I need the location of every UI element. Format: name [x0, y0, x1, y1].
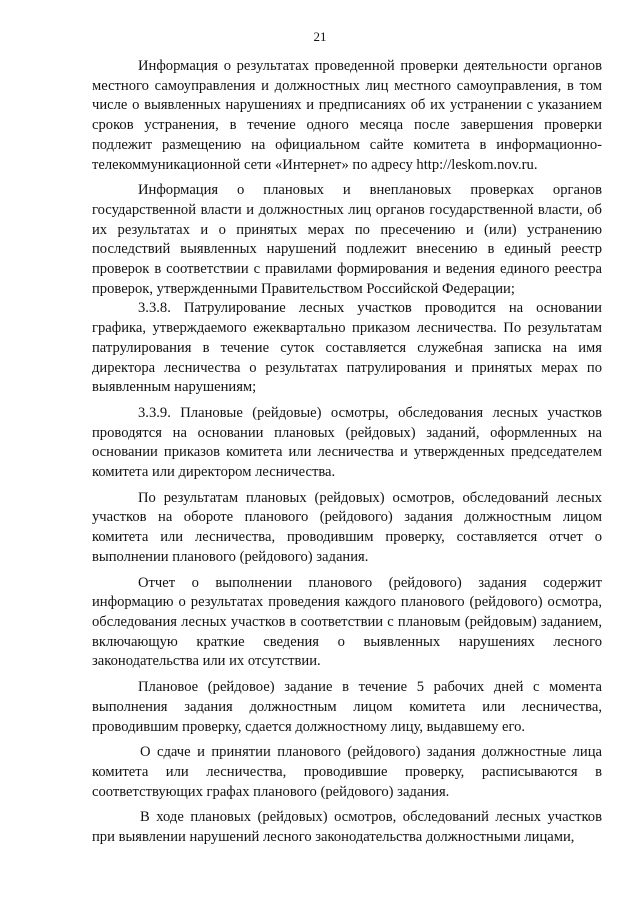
paragraph-3-3-9-raid-inspections: 3.3.9. Плановые (рейдовые) осмотры, обследования лесных участков проводятся на основании плановых (рейдовых) заданий, оформленных на основании приказов комитета или лесничества и утвержденных председателем комитета или директором лесничества. — [92, 404, 602, 481]
paragraph-report-contents: Отчет о выполнении планового (рейдового) задания содержит информацию о результатах проведения каждого планового (рейдового) осмотра, обследования лесных участков в соответствии с плановым (рейдовым) заданием, включающую краткие сведения о выявленных нарушениях лесного законодательства или их отсутствии. — [92, 574, 602, 670]
paragraph-3-3-8-patrolling: 3.3.8. Патрулирование лесных участков проводится на основании графика, утверждаемого ежеквартально приказом лесничества. По результатам патрулирования в течение суток составляется служебная записка на имя директора лесничества о результатах патрулирования и принятых мерах по выявленным нарушениям; — [92, 300, 602, 396]
paragraph-raid-report: По результатам плановых (рейдовых) осмотров, обследований лесных участков на обороте планового (рейдового) задания должностным лицом комитета или лесничества, проводившим проверку, составляется отчет о выполнении планового (рейдового) задания. — [92, 489, 602, 565]
page-number: 21 — [313, 29, 327, 44]
paragraph-violations-detected: В ходе плановых (рейдовых) осмотров, обследований лесных участков при выявлении нарушений лесного законодательства должностными лицами, — [92, 809, 602, 846]
body-text — [92, 57, 602, 848]
paragraph-unified-registry: Информация о плановых и внеплановых проверках органов государственной власти и должностных лиц органов государственной власти, об их результатах и о принятых мерах по пресечению и (или) устранению последствий выявленных нарушений подлежит внесению в единый реестр проверок в соответствии с правилами формирования и ведения единого реестра проверок, утвержденными Правительством Российской Федерации; — [92, 182, 602, 297]
paragraph-assignment-signatures: О сдаче и принятии планового (рейдового) задания должностные лица комитета или лесничества, проводившие проверку, расписываются в соответствующих графах планового (рейдового) задания. — [92, 744, 602, 800]
paragraph-assignment-handover: Плановое (рейдовое) задание в течение 5 рабочих дней с момента выполнения задания должностным лицом комитета или лесничества, проводившим проверку, сдается должностному лицу, выдавшему его. — [92, 679, 602, 735]
paragraph-inspection-results-publication: Информация о результатах проведенной проверки деятельности органов местного самоуправления и должностных лиц местного самоуправления, в том числе о выявленных нарушениях и предписаниях об их устранении с указанием сроков устранения, в течение одного месяца после завершения проверки подлежит размещению на официальном сайте комитета в информационно-телекоммуникационной сети «Интернет» по адресу http://leskom.nov.ru. — [92, 58, 602, 173]
